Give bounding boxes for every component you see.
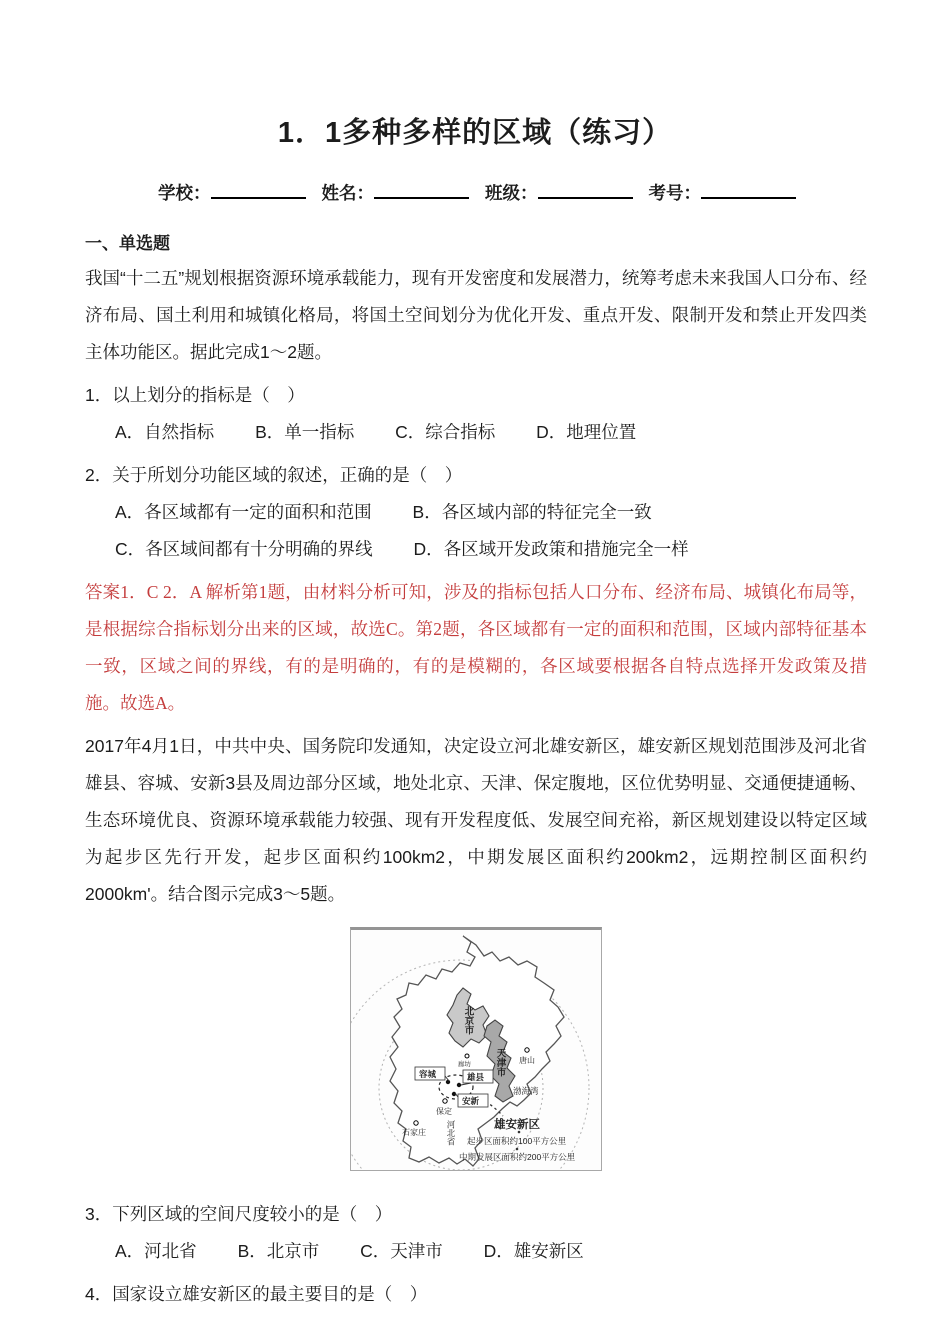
option-1c: C．综合指标 bbox=[395, 422, 496, 443]
map-label-tianjin: 天津市 bbox=[494, 1048, 506, 1077]
question-3-stem: 下列区域的空间尺度较小的是（ ） bbox=[112, 1204, 393, 1225]
option-3c: C．天津市 bbox=[360, 1241, 443, 1262]
section-single-choice: 一、单选题 bbox=[85, 234, 170, 254]
examno-label: 考号： bbox=[648, 183, 701, 204]
map-langfang-marker bbox=[465, 1054, 469, 1058]
school-blank bbox=[211, 179, 306, 199]
question-2 bbox=[85, 457, 867, 494]
question-3 bbox=[85, 1196, 867, 1233]
class-blank bbox=[538, 179, 633, 199]
question-2-options-row2 bbox=[85, 531, 867, 568]
map-caption-dot-1 bbox=[518, 1131, 521, 1134]
map-label-anxin: 安新 bbox=[462, 1096, 480, 1107]
map-label-xiongan-new-area: 雄安新区 bbox=[494, 1119, 540, 1132]
question-3-number: 3． bbox=[85, 1204, 113, 1225]
option-2c: C．各区域间都有十分明确的界线 bbox=[115, 539, 373, 560]
map-caption-dot-2 bbox=[516, 1148, 519, 1151]
xiongan-map-figure bbox=[350, 927, 602, 1176]
question-1-options bbox=[85, 414, 867, 451]
map-caption-mid-area: 中期发展区面积约200平方公里 bbox=[459, 1152, 576, 1163]
map-label-tangshan: 唐山 bbox=[519, 1056, 535, 1066]
student-info-line bbox=[0, 179, 950, 205]
map-label-langfang: 廊坊 bbox=[458, 1061, 471, 1069]
question-4-stem: 国家设立雄安新区的最主要目的是（ ） bbox=[112, 1284, 428, 1305]
map-label-bohai-bay: 渤海湾 bbox=[513, 1086, 539, 1097]
question-4-number: 4． bbox=[85, 1284, 113, 1305]
question-1-stem: 以上划分的指标是（ ） bbox=[112, 385, 305, 406]
question-1-number: 1． bbox=[85, 385, 113, 406]
xiongan-map bbox=[350, 927, 602, 1171]
name-blank bbox=[374, 179, 469, 199]
map-caption-start-area: 起步区面积约100平方公里 bbox=[467, 1136, 567, 1147]
option-2d: D．各区域开发政策和措施完全一样 bbox=[413, 539, 689, 560]
class-label: 班级： bbox=[485, 183, 538, 204]
map-shijiazhuang-marker bbox=[414, 1121, 418, 1125]
passage-intro2: 2017年4月1日，中共中央、国务院印发通知，决定设立河北雄安新区，雄安新区规划范围涉及河北省雄县、容城、安新3县及周边部分区域，地处北京、天津、保定腹地，区位优势明显、交通便捷通畅、生态环境优良、资源环境承载能力较强、现有开发程度低、发展空间充裕，新区规划建设以特定区域为起步区先行开发，起步区面积约100km2，中期发展区面积约200km2，远期控制区面积约2000km'。结合图示完成3～5题。 bbox=[85, 736, 867, 905]
map-baoding-marker bbox=[443, 1099, 447, 1103]
option-3b: B．北京市 bbox=[237, 1241, 320, 1262]
option-3d: D．雄安新区 bbox=[483, 1241, 584, 1262]
question-2-stem: 关于所划分功能区域的叙述，正确的是（ ） bbox=[112, 465, 463, 486]
page-title: 1．1多种多样的区域（练习） bbox=[277, 117, 673, 149]
answer-explanation-block: 答案1．C 2．A 解析第1题，由材料分析可知，涉及的指标包括人口分布、经济布局、城镇化布局等，是根据综合指标划分出来的区域，故选C。第2题，各区域都有一定的面积和范围，区域内部特征基本一致，区域之间的界线，有的是明确的，有的是模糊的，各区域要根据各自特点选择开发政策及措施。故选A。 bbox=[85, 582, 867, 714]
map-label-xiongxian: 雄县 bbox=[467, 1072, 485, 1083]
option-3a: A．河北省 bbox=[115, 1241, 197, 1262]
map-label-hebei: 河北省 bbox=[446, 1120, 456, 1146]
passage-intro1: 我国“十二五”规划根据资源环境承载能力，现有开发密度和发展潜力，统筹考虑未来我国人口分布、经济布局、国土利用和城镇化格局，将国土空间划分为优化开发、重点开发、限制开发和禁止开发四类主体功能区。据此完成1～2题。 bbox=[85, 268, 867, 363]
map-xiongan-dot-2 bbox=[457, 1083, 461, 1087]
option-2b: B．各区域内部的特征完全一致 bbox=[412, 502, 652, 523]
school-label: 学校： bbox=[158, 183, 211, 204]
map-label-baoding: 保定 bbox=[436, 1107, 452, 1117]
question-1 bbox=[85, 377, 867, 414]
option-2a: A．各区域都有一定的面积和范围 bbox=[115, 502, 372, 523]
option-1a: A．自然指标 bbox=[115, 422, 215, 443]
option-1b: B．单一指标 bbox=[255, 422, 355, 443]
map-label-beijing: 北京市 bbox=[462, 1006, 474, 1035]
map-tangshan-marker bbox=[525, 1048, 529, 1052]
map-label-shijiazhuang: 石家庄 bbox=[402, 1128, 426, 1138]
worksheet-content bbox=[85, 229, 867, 1313]
question-4 bbox=[85, 1276, 867, 1313]
name-label: 姓名： bbox=[321, 183, 374, 204]
map-label-rongcheng: 容城 bbox=[419, 1069, 437, 1080]
question-2-number: 2． bbox=[85, 465, 113, 486]
question-2-options-row1 bbox=[85, 494, 867, 531]
examno-blank bbox=[701, 179, 796, 199]
question-3-options bbox=[85, 1233, 867, 1270]
option-1d: D．地理位置 bbox=[536, 422, 637, 443]
